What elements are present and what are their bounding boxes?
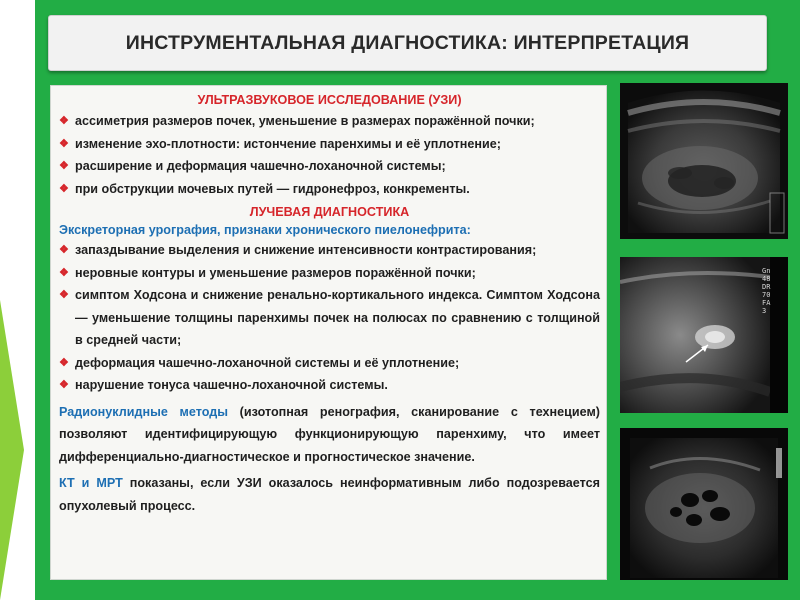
xray-subheading: Экскреторная урография, признаки хронического пиелонефрита: — [59, 223, 471, 237]
diamond-bullet-icon: ❖ — [59, 289, 69, 301]
title-bar — [48, 15, 767, 71]
diamond-bullet-icon: ❖ — [59, 356, 69, 369]
diamond-bullet-icon: ❖ — [59, 160, 69, 172]
list-item: ❖ неровные контуры и уменьшение размеров поражённой почки; — [59, 262, 600, 285]
list-item: ❖ изменение эхо-плотности: истончение паренхимы и её уплотнение; — [59, 133, 600, 156]
ultrasound-image-2 — [620, 257, 788, 413]
list-item: ❖ при обструкции мочевых путей — гидронефроз, конкременты. — [59, 178, 600, 201]
radionuclide-paragraph: Радионуклидные методы (изотопная ренография, сканирование с технецием) позволяют идентифицирующую функционирующую паренхиму, что имеет дифференциально-диагностическое и прогностическое значение. — [59, 404, 600, 464]
diamond-bullet-icon: ❖ — [59, 182, 69, 195]
ultrasound-image-3 — [620, 428, 788, 580]
diamond-bullet-icon: ❖ — [59, 115, 69, 127]
page-title: ИНСТРУМЕНТАЛЬНАЯ ДИАГНОСТИКА: ИНТЕРПРЕТАЦИЯ — [125, 31, 690, 54]
diamond-bullet-icon: ❖ — [59, 137, 69, 150]
uzi-heading: УЛЬТРАЗВУКОВОЕ ИССЛЕДОВАНИЕ (УЗИ) — [197, 93, 462, 107]
list-item: ❖ запаздывание выделения и снижение интенсивности контрастирования; — [59, 239, 600, 262]
ultrasound-image-1 — [620, 83, 788, 239]
list-item: ❖ симптом Ходсона и снижение ренально-кортикального индекса. Симптом Ходсона — уменьшение толщины паренхимы почек на полюсах по сравнению с толщиной в средней части; — [59, 284, 600, 352]
accent-triangle — [0, 300, 24, 600]
xray-heading: ЛУЧЕВАЯ ДИАГНОСТИКА — [249, 205, 410, 219]
diamond-bullet-icon: ❖ — [59, 266, 69, 279]
uzi-list — [59, 110, 600, 200]
list-item: ❖ деформация чашечно-лоханочной системы и её уплотнение; — [59, 352, 600, 375]
diamond-bullet-icon: ❖ — [59, 244, 69, 256]
content-panel — [50, 85, 607, 580]
list-item: ❖ ассиметрия размеров почек, уменьшение в размерах поражённой почки; — [59, 110, 600, 133]
image-overlay-text: Gn 48 DR 70 FA 3 — [762, 267, 771, 315]
list-item: ❖ нарушение тонуса чашечно-лоханочной системы. — [59, 374, 600, 397]
xray-list — [59, 239, 600, 397]
list-item: ❖ расширение и деформация чашечно-лоханочной системы; — [59, 155, 600, 178]
diamond-bullet-icon: ❖ — [59, 379, 69, 391]
ct-mri-paragraph: КТ и МРТ показаны, если УЗИ оказалось неинформативным либо подозревается опухолевый процесс. — [59, 476, 600, 513]
